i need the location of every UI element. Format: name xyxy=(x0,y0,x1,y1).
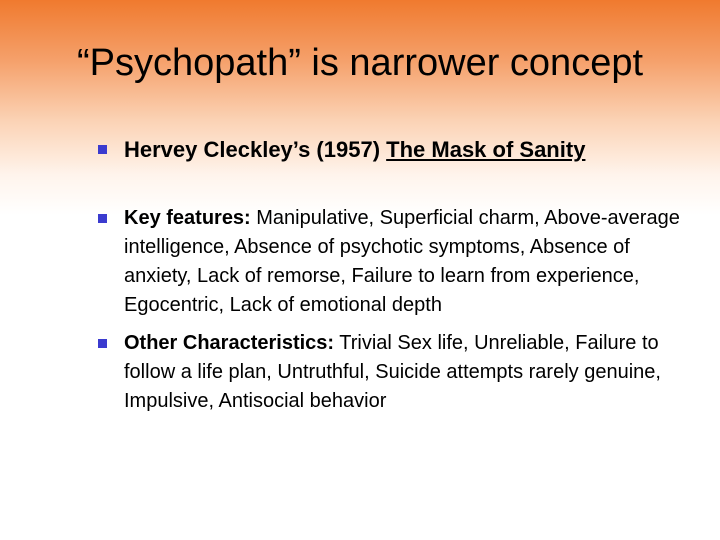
other-characteristics-text: Trivial Sex life, Unreliable, Failure to follow a life plan, Untruthful, Suicide attempts rarely genuine, Impulsive, Antisocial behavior xyxy=(124,332,661,412)
other-characteristics-label: Other Characteristics: xyxy=(124,332,335,354)
bullet-item-source xyxy=(96,134,696,166)
source-author-text: Hervey Cleckley’s (1957) xyxy=(124,137,387,162)
bullet-square-icon xyxy=(98,145,107,154)
bullet-item-key-features xyxy=(96,204,696,320)
bullet-square-icon xyxy=(98,214,107,223)
bullet-list xyxy=(96,134,696,416)
bullet-item-other-characteristics xyxy=(96,329,696,416)
slide-title: “Psychopath” is narrower concept xyxy=(76,42,644,84)
book-title-text: The Mask of Sanity xyxy=(386,137,586,162)
key-features-label: Key features: xyxy=(124,207,251,229)
bullet-square-icon xyxy=(98,339,107,348)
key-features-text: Manipulative, Superficial charm, Above-average intelligence, Absence of psychotic symptoms, Absence of anxiety, Lack of remorse, Failure to learn from experience, Egocentric, Lack of emotional depth xyxy=(124,207,680,316)
